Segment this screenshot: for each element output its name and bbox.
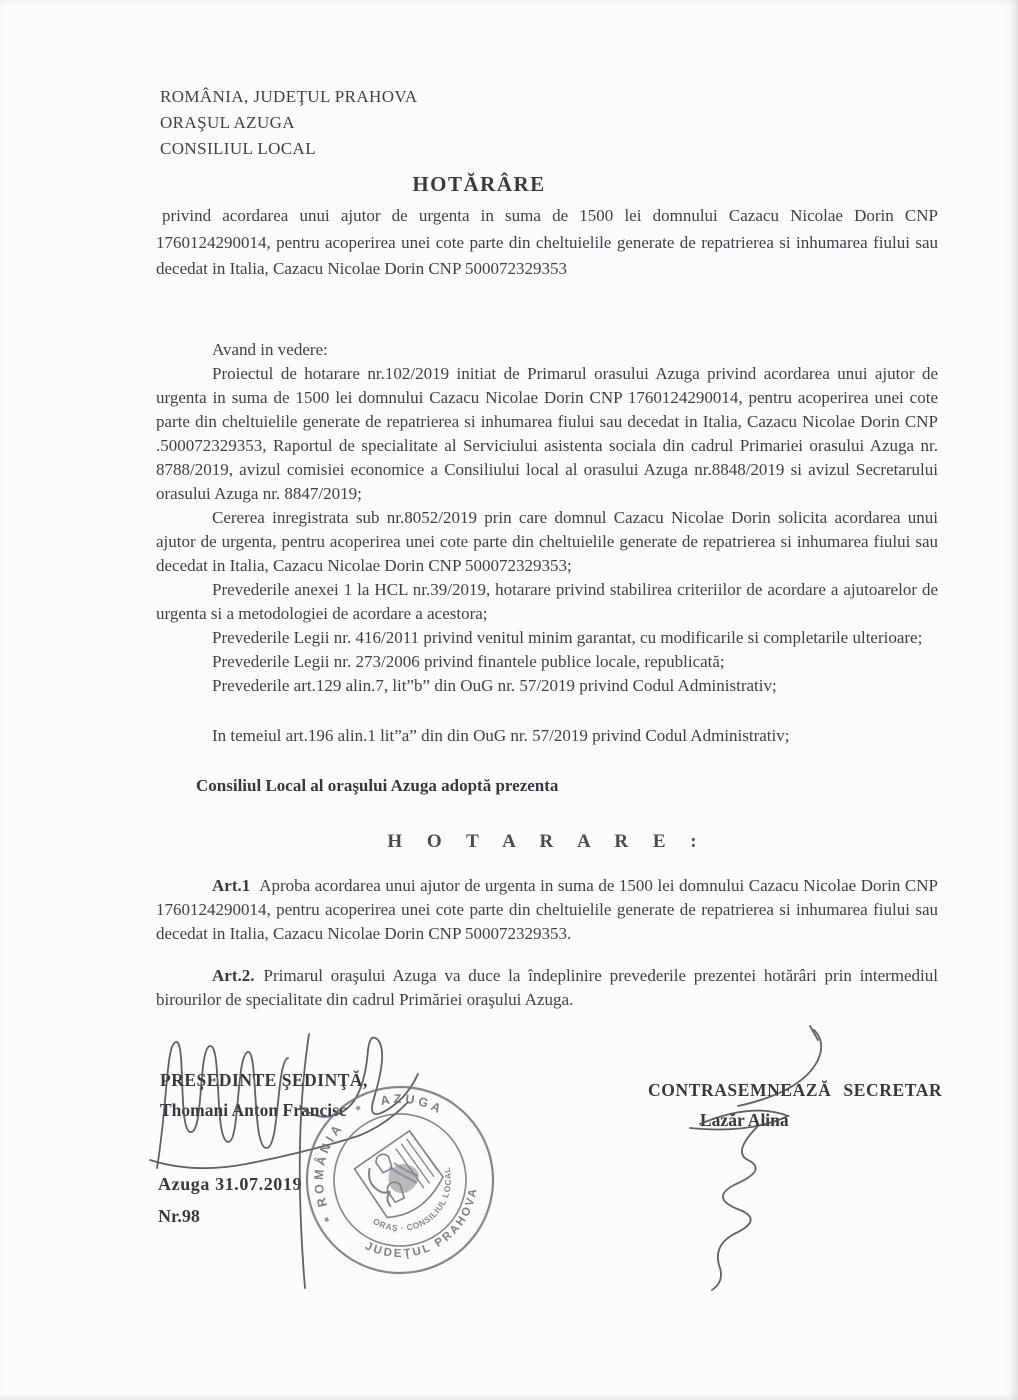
document-subtitle: privind acordarea unui ajutor de urgenta in suma de 1500 lei domnului Cazacu Nicolae Dorin CNP 1760124290014, pentru acoperirea unei cote parte din cheltuielile generate de repatrierea si inhumarea fiului sau decedat in Italia, Cazacu Nicolae Dorin CNP 500072329353	[156, 206, 938, 278]
adoption-line: Consiliul Local al oraşului Azuga adoptă prezenta	[196, 776, 559, 795]
svg-text:*	[319, 1209, 336, 1225]
considering-label: Avand in vedere:	[212, 340, 328, 359]
article-2-label: Art.2.	[212, 966, 255, 985]
recital-3: Prevederile anexei 1 la HCL nr.39/2019, hotarare privind stabilirea criteriilor de acordare a ajutoarelor de urgenta si a metodologiei de acordare a acestora;	[156, 580, 938, 623]
svg-text:JUDEŢUL PRAHOVA	[360, 1175, 497, 1284]
president-name: Thomani Anton Francisc	[160, 1100, 347, 1120]
recital-2: Cererea inregistrata sub nr.8052/2019 prin care domnul Cazacu Nicolae Dorin solicita acordarea unui ajutor de urgenta, pentru acoperirea unei cote parte din cheltuielile generate de repatrierea si inhumarea fiului sau decedat in Italia, Cazacu Nicolae Dorin CNP 500072329353;	[156, 508, 938, 575]
svg-text:*	[353, 1101, 368, 1118]
recital-5: Prevederile Legii nr. 273/2006 privind finantele publice locale, republicată;	[212, 652, 725, 671]
stamp-county-text: JUDEŢUL PRAHOVA	[363, 1185, 480, 1261]
article-2	[156, 964, 938, 1012]
coat-of-arms	[350, 1127, 450, 1226]
document-body	[156, 338, 938, 1012]
article-1	[156, 874, 938, 946]
svg-text:AZUGA	[375, 1067, 450, 1141]
recital-1: Proiectul de hotarare nr.102/2019 initiat de Primarul orasului Azuga privind acordarea unui ajutor de urgenta in suma de 1500 lei domnului Cazacu Nicolae Dorin CNP 1760124290014, pentru acoperirea unei cote parte din cheltuielile generate de repatrierea si inhumarea fiului sau decedat in Italia, Cazacu Nicolae Dorin CNP .500072329353, Raportul de specialitate al Serviciului asistenta sociala din cadrul Primariei orasului Azuga nr. 8788/2019, avizul comisiei economice a Consiliului local al orasului Azuga nr.8848/2019 si avizul Secretarului orasului Azuga nr. 8847/2019;	[156, 364, 938, 503]
stamp-star-left: *	[319, 1210, 337, 1224]
recital-6: Prevederile art.129 alin.7, lit”b” din OuG nr. 57/2019 privind Codul Administrativ;	[212, 676, 777, 695]
legal-basis: In temeiul art.196 alin.1 lit”a” din din OuG nr. 57/2019 privind Codul Administrativ;	[212, 726, 790, 745]
issuer-line-country: ROMÂNIA, JUDEŢUL PRAHOVA	[160, 87, 418, 106]
secretary-signature	[690, 1026, 821, 1290]
issuer-line-council: CONSILIUL LOCAL	[160, 139, 316, 158]
stamp-star-right: *	[353, 1100, 368, 1118]
place-date: Azuga 31.07.2019	[158, 1174, 303, 1194]
article-2-text: Primarul oraşului Azuga va duce la îndeplinire prevederile prezentei hotărâri prin intermediul birourilor de specialitate din cadrul Primăriei oraşului Azuga.	[156, 966, 938, 1009]
president-title: PREŞEDINTE ŞEDINŢĂ,	[160, 1070, 368, 1090]
secretary-title: CONTRASEMNEAZĂ SECRETAR	[648, 1080, 943, 1100]
secretary-name: Lazăr Alina	[700, 1110, 789, 1130]
article-1-label: Art.1	[212, 876, 251, 895]
document-title: HOTĂRÂRE	[412, 172, 546, 196]
article-1-text: Aproba acordarea unui ajutor de urgenta in suma de 1500 lei domnului Cazacu Nicolae Dorin CNP 1760124290014, pentru acoperirea unei cote parte din cheltuielile generate de repatrierea si inhumarea fiului sau decedat in Italia, Cazacu Nicolae Dorin CNP 500072329353.	[156, 876, 938, 943]
stamp-inner-text: ORAŞ · CONSILIUL LOCAL	[371, 1166, 454, 1234]
stamp-country-text: ROMÂNIA	[311, 1119, 347, 1209]
stamp-city-text: AZUGA	[379, 1091, 447, 1118]
decision-number: Nr.98	[158, 1206, 200, 1226]
recital-4: Prevederile Legii nr. 416/2011 privind venitul minim garantat, cu modificarile si completarile ulterioare;	[212, 628, 923, 647]
issuer-line-city: ORAŞUL AZUGA	[160, 113, 295, 132]
svg-text:ORAŞ · CONSILIUL LOCAL	[366, 1163, 472, 1250]
decision-heading: H O T A R A R E :	[387, 831, 707, 852]
issuer-block	[160, 84, 418, 162]
svg-text:ROMÂNIA	[282, 1118, 376, 1212]
